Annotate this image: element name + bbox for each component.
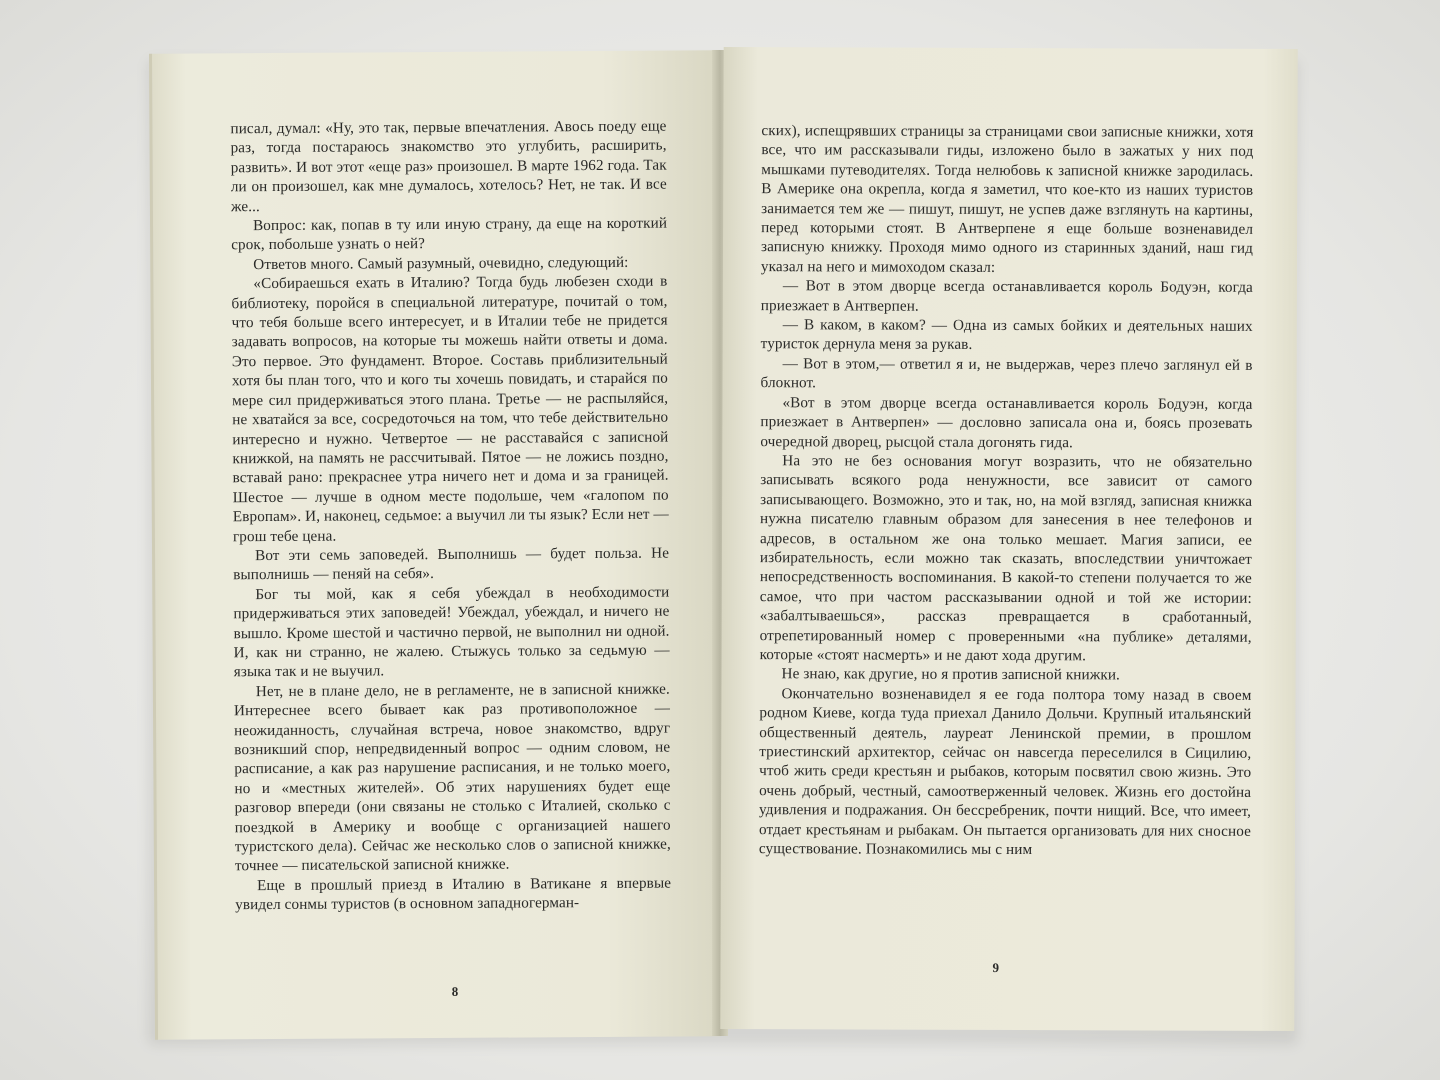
paragraph: — Вот в этом,— ответил я и, не выдержав, через плечо заглянул ей в блокнот. bbox=[760, 355, 1253, 392]
paragraph: На это не без основания могут возразить, что не обязательно записывать всякого рода ненужности, все зависит от самого записывающего. Возможно, это и так, но, на мой взгляд, записная книжка нужна писателю главным образом для занесения в нее телефонов и адресов, в остальном же она только мешает. Магия записи, ее избирательность, если можно так сказать, впоследствии уничтожает непосредственность воспоминания. В какой-то степени получается то же самое, что при частом рассказывании одной и той же истории: «забалтываешься», рассказ превращается в сработанный, отрепетированный номер с проверенными «на публике» деталями, которые «стоят насмерть» и не дают хода другим. bbox=[759, 452, 1253, 665]
paragraph: «Вот в этом дворце всегда останавливается король Бодуэн, когда приезжает в Антверпен» — дословно записала она и, боясь прозевать очередной дворец, рысцой стала догонять гида. bbox=[760, 393, 1253, 451]
right-page bbox=[720, 47, 1297, 1031]
paragraph: Бог ты мой, как я себя убеждал в необходимости придерживаться этих заповедей! Убеждал, убеждал, и ничего не вышло. Кроме шестой и частично первой, не выполнил ни одной. И, как ни странно, не жалею. Стыжусь только за седьмую — языка так и не выучил. bbox=[233, 583, 670, 681]
left-page bbox=[149, 50, 721, 1039]
right-page-text bbox=[759, 121, 1254, 860]
page-number: 9 bbox=[992, 959, 1000, 975]
paragraph: Вот эти семь заповедей. Выполнишь — будет польза. Не выполнишь — пеняй на себя». bbox=[233, 544, 670, 584]
left-page-text bbox=[230, 117, 671, 915]
paragraph: — В каком, в каком? — Одна из самых бойких и деятельных наших туристок дернула меня за рукав. bbox=[760, 316, 1253, 354]
paragraph: Еще в прошлый приезд в Италию в Ватикане я впервые увидел сонмы туристов (в основном западногерман- bbox=[235, 874, 672, 914]
paragraph: писал, думал: «Ну, это так, первые впечатления. Авось поеду еще раз, тогда постараюсь знакомство это углубить, расширить, развить». И вот этот «еще раз» произошел. В марте 1962 года. Так ли он произошел, как мне думалось, хотелось? Нет, не так. И все же... bbox=[230, 117, 667, 215]
paragraph: Окончательно возненавидел я ее года полтора тому назад в своем родном Киеве, когда туда приехал Данило Дольчи. Крупный итальянский общественный деятель, лауреат Ленинской премии, в прошлом триестинский архитектор, сейчас он навсегда переселился в Сицилию, чтоб жить среди крестьян и рыбаков, которым посвятил свою жизнь. Это очень добрый, честный, самоотверженный человек. Жизнь его достойна удивления и подражания. Он бессребреник, почти нищий. Все, что имеет, отдает крестьянам и рыбакам. Он пытается организовать для них сносное существование. Познакомились мы с ним bbox=[758, 684, 1252, 859]
page-number: 8 bbox=[451, 983, 459, 999]
paragraph: Нет, не в плане дело, не в регламенте, не в записной книжке. Интереснее всего бывает как раз противоположное — неожиданность, случайная встреча, новое знакомство, вдруг возникший спор, непредвиденный вопрос — одним словом, не расписание, а как раз нарушение расписания, и не только моего, но и «местных жителей». Об этих нарушениях будет еще разговор впереди (они связаны не столько с Италией, сколько с поездкой в Америку и вообще с организацией нашего туристского дела). Сейчас же несколько слов о записной книжке, точнее — писательской записной книжке. bbox=[233, 680, 671, 875]
paragraph: ских), испещрявших страницы за страницами свои записные книжки, хотя все, что им рассказывали гиды, изложено было в зажатых у них под мышками путеводителях. Тогда нелюбовь к записной книжке зародилась. В Америке она окрепла, когда я заметил, что кое-кто из наших туристов занимается тем же — пишут, пишут, не успев даже взглянуть на картины, перед которыми стоят. В Антверпене я еще больше возненавидел записную книжку. Проходя мимо одного из старинных зданий, наш гид указал на него и мимоходом сказал: bbox=[760, 122, 1254, 276]
paragraph: Вопрос: как, попав в ту или иную страну, да еще на короткий срок, побольше узнать о ней? bbox=[231, 214, 668, 254]
paragraph: — Вот в этом дворце всегда останавливается король Бодуэн, когда приезжает в Антверпен. bbox=[760, 277, 1253, 315]
paragraph: Ответов много. Самый разумный, очевидно, следующий: bbox=[253, 253, 629, 273]
paragraph: Не знаю, как другие, но я против записной книжки. bbox=[781, 665, 1121, 684]
paragraph: «Собираешься ехать в Италию? Тогда будь любезен сходи в библиотеку, поройся в специальной литературе, почитай о том, что тебя больше всего интересует, и в Италии тебе не придется задавать вопросов, на которые ты можешь найти ответы и дома. Это первое. Это фундамент. Второе. Составь приблизительный хотя бы план того, что и кого ты хочешь повидать, и старайся по мере сил придерживаться этого плана. Третье — не распыляйся, не хватайся за все, сосредоточься на том, что тебе действительно интересно и нужно. Четвертое — не расставайся с записной книжкой, на память не рассчитывай. Пятое — не ложись поздно, вставай рано: прекраснее утра ничего нет и дома и за границей. Шестое — лучше в одном месте подольше, чем «галопом по Европам». И, наконец, седьмое: а выучил ли ты язык? Если нет — грош тебе цена. bbox=[231, 272, 669, 545]
